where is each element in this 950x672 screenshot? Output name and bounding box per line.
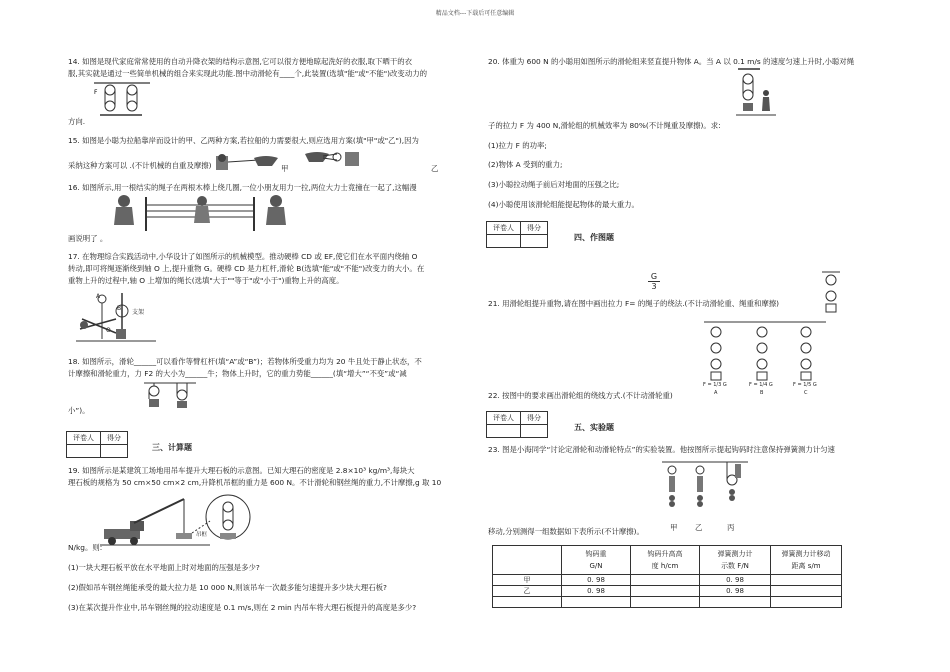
crane-figure [100, 493, 265, 549]
fraction-denominator: 3 [648, 281, 660, 291]
q17-label-a: A [96, 293, 101, 300]
q23-line2: 移动,分别测得一组数据如下表所示(不计摩擦)。 [488, 527, 644, 536]
q19-line1: 19. 如图所示是某建筑工场地用吊车提升大理石板的示意图。已知大理石的密度是 2.8×10³ kg/m³,每块大 [68, 466, 415, 475]
table-row: 乙 0. 98 0. 98 [493, 586, 842, 597]
q23-label-yi: 乙 [695, 523, 703, 532]
q23-line1: 23. 图是小海同学“讨论定滑轮和动滑轮特点”的实验装置。他按图所示提起钩码时注意保持弹簧测力计匀速 [488, 445, 835, 454]
page-header: 精品文档---下载后可任意编辑 [435, 10, 515, 17]
q17-line2: 转动,即可将绳逐渐绕到轴 O 上,提升重物 G。硬棒 CD 是力杠杆,滑轮 B(选填"能"或"不能")改变力的大小。在 [68, 264, 425, 273]
section3-title: 三、计算题 [152, 443, 192, 452]
q20-sub1: (1)拉力 F 的功率; [488, 141, 547, 150]
grader-cell [487, 235, 521, 248]
svg-text:F: F [94, 89, 98, 96]
boat-plan-b-figure [303, 146, 363, 168]
pulleys-ab-figure [142, 381, 198, 409]
q18-line1: 18. 如图所示，滑轮______可以看作等臂杠杆(填“A”或“B”)；若物体所受重力均为 20 牛且处于静止状态，不 [68, 357, 422, 366]
q14-line2: 服,其实就是通过一些简单机械的组合来实现此功能.图中动滑轮有____个,此装置(选填"能"或"不能")改变动力的 [68, 69, 427, 78]
fraction-numerator: G [650, 272, 658, 281]
score-label: 得分 [101, 432, 128, 445]
q23-label-jia: 甲 [670, 523, 678, 532]
score-cell [521, 235, 548, 248]
grader-label: 评卷人 [487, 412, 521, 425]
q21-text: 21. 用滑轮组提升重物,请在图中画出拉力 F= 的绳子的绕法.(不计动滑轮重、绳重和摩擦) [488, 299, 779, 308]
q14-line3: 方向. [68, 117, 86, 126]
q22-label-a-force: F = 1/3 G [703, 382, 727, 388]
grader-label: 评卷人 [487, 222, 521, 235]
q15-label-yi: 乙 [431, 164, 439, 173]
q17-line1: 17. 在物理综合实践活动中,小华设计了如图所示的机械模型。推动硬棒 CD 或 EF,使它们在水平面内绕轴 O [68, 252, 418, 261]
q17-line3: 重物上升的过程中,轴 O 上增加的绳长(选填"大于""等于"或"小于")重物上升的高度。 [68, 276, 344, 285]
q20-sub3: (3)小聪拉动绳子前后对地面的压强之比; [488, 180, 620, 189]
q19-fig-label: 吊框 [196, 532, 208, 538]
q20-sub2: (2)物体 A 受到的重力; [488, 160, 563, 169]
score-cell [101, 445, 128, 458]
table-header: 弹簧测力计 示数 F/N [700, 546, 771, 575]
q22-label-b: B [760, 390, 764, 396]
grader-cell [487, 425, 521, 438]
q19-line3: N/kg。则: [68, 543, 103, 552]
score-label: 得分 [521, 412, 548, 425]
section4-title: 四、作图题 [574, 233, 614, 242]
score-table-section3 [66, 431, 128, 458]
q18-line3: 小”)。 [68, 406, 90, 415]
section5-title: 五、实验题 [574, 423, 614, 432]
table-row: 甲 0. 98 0. 98 [493, 575, 842, 586]
q19-sub2: (2)假如吊车钢丝绳能承受的最大拉力是 10 000 N,则该吊车一次最多能匀速提升多少块大理石板? [68, 583, 387, 592]
q19-sub3: (3)在某次提升作业中,吊车钢丝绳的拉动速度是 0.1 m/s,则在 2 min 内吊车将大理石板提升的高度是多少? [68, 603, 417, 612]
score-cell [521, 425, 548, 438]
table-header: 钩码升高高 度 h/cm [631, 546, 700, 575]
score-table-section4 [486, 221, 548, 248]
rope-cartoon-figure [106, 193, 296, 233]
q20-line2: 子的拉力 F 为 400 N,滑轮组的机械效率为 80%(不计绳重及摩擦)。求: [488, 121, 721, 130]
q15-line2: 采纳这种方案可以 .(不计机械的自重及摩擦) [68, 161, 212, 170]
q23-label-bing: 丙 [727, 523, 735, 532]
q23-apparatus-figure [660, 460, 750, 516]
q22-label-c-force: F = 1/5 G [793, 382, 817, 388]
q16-line2: 画说明了 。 [68, 234, 108, 243]
table-row [493, 597, 842, 608]
q20-sub4: (4)小聪使用该滑轮组能提起物体的最大重力。 [488, 200, 639, 209]
grader-cell [67, 445, 101, 458]
table-header: 弹簧测力计移动 距离 s/m [771, 546, 842, 575]
pulley-person-figure [736, 67, 776, 121]
clothes-rack-figure [92, 80, 152, 120]
q21-pulley-figure [820, 270, 842, 314]
q22-text: 22. 按图中的要求画出滑轮组的绕线方式.(不计动滑轮重) [488, 391, 673, 400]
q19-line2: 理石板的规格为 50 cm×50 cm×2 cm,升降机吊框的重力是 600 N。不计滑轮和钢丝绳的重力,不计摩擦,g 取 10 [68, 478, 442, 487]
q22-label-c: C [804, 390, 808, 396]
boat-plan-a-figure [214, 150, 280, 172]
q16-line1: 16. 如图所示,用一根结实的绳子在两根木棒上绕几圈,一位小朋友用力一拉,两位大力士竟撞在一起了,这幅漫 [68, 183, 417, 192]
q18-line2: 计摩擦和滑轮重力，力 F2 的大小为______牛；物体上升时，它的重力势能______(填“增大”“不变”或“减 [68, 369, 407, 378]
q15-label-jia: 甲 [281, 164, 289, 173]
q22-label-b-force: F = 1/4 G [749, 382, 773, 388]
q17-label-support: 支架 [132, 309, 145, 316]
q19-sub1: (1)一块大理石板平放在水平地面上时对地面的压强是多少? [68, 563, 260, 572]
fraction-g-over-3 [648, 272, 660, 291]
q17-label-b: B [117, 305, 122, 312]
score-label: 得分 [521, 222, 548, 235]
table-corner [493, 546, 562, 575]
score-table-section5 [486, 411, 548, 438]
q15-line1: 15. 如图是小聪为拉船靠岸而设计的甲、乙两种方案,若拉船的力需要很大,则应选用方案(填"甲"或"乙"),因为 [68, 136, 419, 145]
grader-label: 评卷人 [67, 432, 101, 445]
q20-line1: 20. 体重为 600 N 的小聪用如图所示的滑轮组来竖直提升物体 A。当 A 以 0.1 m/s 的速度匀速上升时,小聪对绳 [488, 57, 855, 66]
q22-label-a: A [714, 390, 718, 396]
q17-label-o: O [106, 327, 111, 334]
experiment-data-table [492, 545, 842, 608]
table-header: 钩码重 G/N [562, 546, 631, 575]
q14-line1: 14. 如图是现代家庭常常使用的自动升降衣架的结构示意图,它可以很方便地晾起洗好的衣服,取下晒干的衣 [68, 57, 412, 66]
